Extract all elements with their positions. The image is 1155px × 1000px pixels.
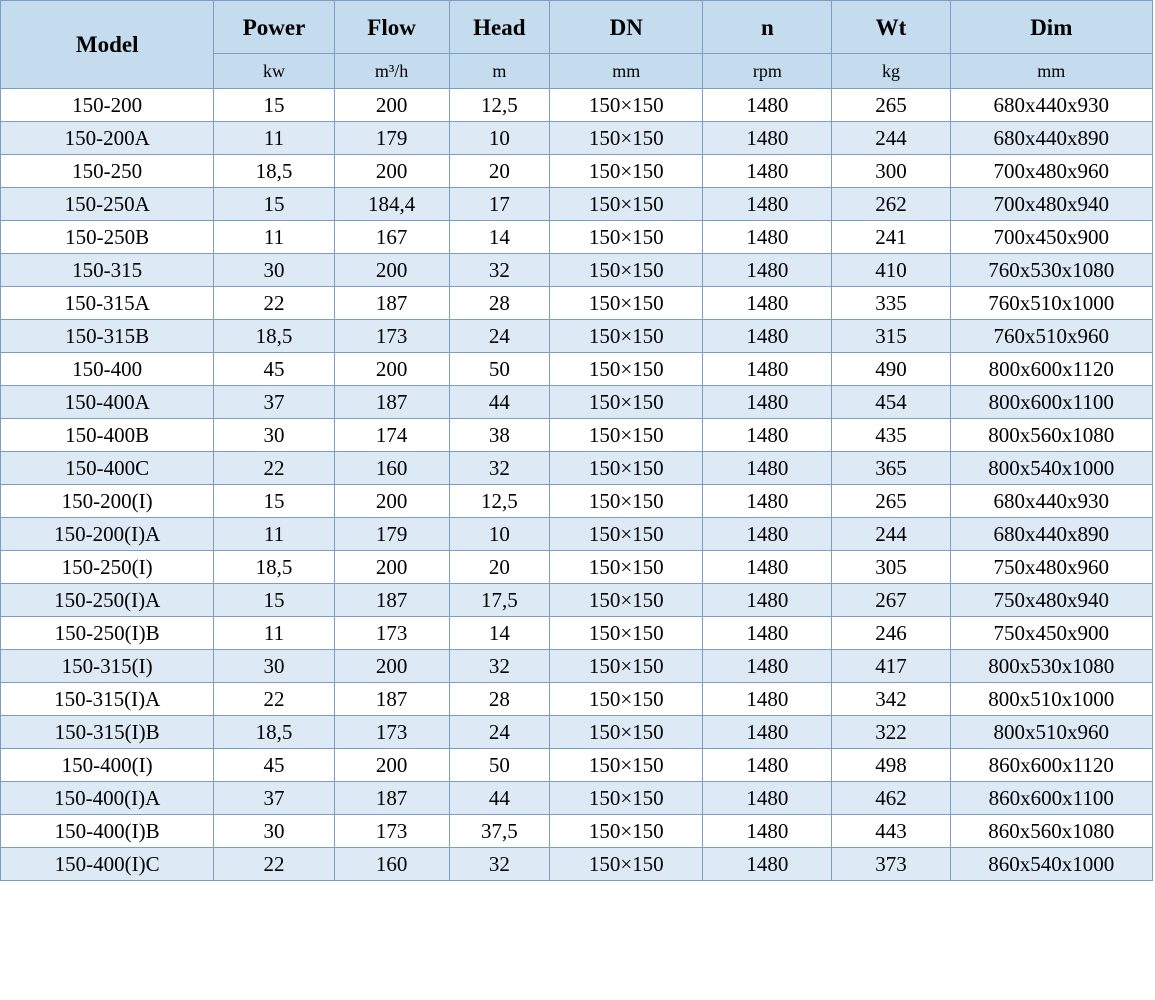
table-row	[1, 188, 1153, 221]
cell-dn: 150×150	[550, 188, 703, 221]
cell-head: 32	[449, 650, 550, 683]
cell-dn: 150×150	[550, 485, 703, 518]
cell-n: 1480	[703, 815, 832, 848]
cell-power: 22	[214, 287, 334, 320]
cell-model: 150-250(I)A	[1, 584, 214, 617]
table-row	[1, 452, 1153, 485]
cell-wt: 244	[832, 122, 950, 155]
cell-n: 1480	[703, 518, 832, 551]
cell-model: 150-315(I)	[1, 650, 214, 683]
cell-dn: 150×150	[550, 749, 703, 782]
cell-flow: 200	[334, 551, 449, 584]
cell-head: 44	[449, 782, 550, 815]
cell-wt: 335	[832, 287, 950, 320]
cell-power: 15	[214, 485, 334, 518]
cell-dn: 150×150	[550, 122, 703, 155]
column-header-wt: Wt	[832, 1, 950, 54]
cell-dim: 800x510x1000	[950, 683, 1152, 716]
column-unit-power: kw	[214, 54, 334, 89]
cell-model: 150-250	[1, 155, 214, 188]
cell-wt: 410	[832, 254, 950, 287]
cell-power: 18,5	[214, 551, 334, 584]
cell-dim: 700x480x960	[950, 155, 1152, 188]
cell-n: 1480	[703, 584, 832, 617]
column-header-head: Head	[449, 1, 550, 54]
cell-flow: 179	[334, 518, 449, 551]
cell-dn: 150×150	[550, 551, 703, 584]
table-row	[1, 485, 1153, 518]
table-row	[1, 89, 1153, 122]
cell-n: 1480	[703, 716, 832, 749]
cell-power: 15	[214, 584, 334, 617]
table-row	[1, 287, 1153, 320]
cell-dim: 750x480x960	[950, 551, 1152, 584]
cell-flow: 200	[334, 254, 449, 287]
cell-power: 30	[214, 419, 334, 452]
cell-flow: 160	[334, 452, 449, 485]
cell-model: 150-250A	[1, 188, 214, 221]
cell-head: 24	[449, 320, 550, 353]
cell-power: 11	[214, 518, 334, 551]
cell-flow: 187	[334, 683, 449, 716]
cell-dim: 800x540x1000	[950, 452, 1152, 485]
cell-wt: 435	[832, 419, 950, 452]
cell-dn: 150×150	[550, 254, 703, 287]
table-row	[1, 716, 1153, 749]
cell-model: 150-200(I)	[1, 485, 214, 518]
cell-power: 37	[214, 782, 334, 815]
cell-wt: 490	[832, 353, 950, 386]
cell-dim: 680x440x930	[950, 89, 1152, 122]
column-unit-n: rpm	[703, 54, 832, 89]
cell-power: 11	[214, 122, 334, 155]
cell-wt: 262	[832, 188, 950, 221]
cell-power: 45	[214, 353, 334, 386]
table-row	[1, 122, 1153, 155]
cell-wt: 305	[832, 551, 950, 584]
cell-dim: 760x530x1080	[950, 254, 1152, 287]
cell-head: 10	[449, 122, 550, 155]
cell-n: 1480	[703, 353, 832, 386]
table-row	[1, 155, 1153, 188]
cell-model: 150-400(I)C	[1, 848, 214, 881]
table-row	[1, 320, 1153, 353]
cell-dim: 700x480x940	[950, 188, 1152, 221]
cell-head: 28	[449, 287, 550, 320]
cell-head: 44	[449, 386, 550, 419]
cell-dn: 150×150	[550, 89, 703, 122]
cell-head: 32	[449, 254, 550, 287]
cell-power: 11	[214, 617, 334, 650]
cell-n: 1480	[703, 683, 832, 716]
cell-dn: 150×150	[550, 155, 703, 188]
table-row	[1, 683, 1153, 716]
cell-n: 1480	[703, 782, 832, 815]
cell-head: 38	[449, 419, 550, 452]
cell-dn: 150×150	[550, 716, 703, 749]
cell-n: 1480	[703, 287, 832, 320]
cell-dim: 800x560x1080	[950, 419, 1152, 452]
cell-power: 18,5	[214, 716, 334, 749]
cell-n: 1480	[703, 848, 832, 881]
table-row	[1, 617, 1153, 650]
cell-model: 150-400(I)B	[1, 815, 214, 848]
cell-dn: 150×150	[550, 419, 703, 452]
cell-wt: 462	[832, 782, 950, 815]
cell-dn: 150×150	[550, 848, 703, 881]
cell-dim: 760x510x960	[950, 320, 1152, 353]
cell-power: 22	[214, 683, 334, 716]
cell-flow: 174	[334, 419, 449, 452]
cell-dim: 860x540x1000	[950, 848, 1152, 881]
cell-head: 24	[449, 716, 550, 749]
cell-wt: 322	[832, 716, 950, 749]
cell-n: 1480	[703, 749, 832, 782]
cell-wt: 241	[832, 221, 950, 254]
cell-n: 1480	[703, 650, 832, 683]
table-row	[1, 782, 1153, 815]
cell-dim: 700x450x900	[950, 221, 1152, 254]
cell-flow: 160	[334, 848, 449, 881]
column-unit-wt: kg	[832, 54, 950, 89]
column-unit-dim: mm	[950, 54, 1152, 89]
cell-wt: 267	[832, 584, 950, 617]
cell-wt: 365	[832, 452, 950, 485]
cell-dim: 680x440x930	[950, 485, 1152, 518]
cell-wt: 265	[832, 89, 950, 122]
cell-n: 1480	[703, 89, 832, 122]
cell-flow: 200	[334, 155, 449, 188]
table-row	[1, 749, 1153, 782]
cell-model: 150-400A	[1, 386, 214, 419]
table-row	[1, 815, 1153, 848]
cell-dn: 150×150	[550, 683, 703, 716]
cell-wt: 498	[832, 749, 950, 782]
cell-dim: 750x450x900	[950, 617, 1152, 650]
cell-model: 150-400(I)A	[1, 782, 214, 815]
cell-power: 30	[214, 254, 334, 287]
cell-head: 17,5	[449, 584, 550, 617]
cell-n: 1480	[703, 155, 832, 188]
table-row	[1, 584, 1153, 617]
cell-flow: 200	[334, 749, 449, 782]
cell-model: 150-400B	[1, 419, 214, 452]
cell-dim: 750x480x940	[950, 584, 1152, 617]
cell-dn: 150×150	[550, 584, 703, 617]
cell-dn: 150×150	[550, 287, 703, 320]
cell-dn: 150×150	[550, 815, 703, 848]
cell-head: 20	[449, 551, 550, 584]
cell-head: 32	[449, 848, 550, 881]
cell-power: 18,5	[214, 155, 334, 188]
cell-power: 45	[214, 749, 334, 782]
cell-head: 50	[449, 353, 550, 386]
cell-model: 150-315A	[1, 287, 214, 320]
cell-n: 1480	[703, 320, 832, 353]
cell-model: 150-400C	[1, 452, 214, 485]
column-header-model: Model	[1, 1, 214, 89]
cell-flow: 167	[334, 221, 449, 254]
cell-model: 150-200A	[1, 122, 214, 155]
cell-model: 150-400	[1, 353, 214, 386]
cell-n: 1480	[703, 452, 832, 485]
cell-model: 150-250(I)B	[1, 617, 214, 650]
cell-head: 17	[449, 188, 550, 221]
cell-head: 32	[449, 452, 550, 485]
cell-power: 22	[214, 452, 334, 485]
cell-n: 1480	[703, 419, 832, 452]
table-body	[1, 89, 1153, 881]
column-unit-head: m	[449, 54, 550, 89]
cell-model: 150-250B	[1, 221, 214, 254]
table-row	[1, 518, 1153, 551]
column-header-flow: Flow	[334, 1, 449, 54]
cell-power: 30	[214, 815, 334, 848]
table-header-row-titles	[1, 1, 1153, 54]
cell-n: 1480	[703, 386, 832, 419]
table-row	[1, 419, 1153, 452]
cell-wt: 246	[832, 617, 950, 650]
cell-wt: 265	[832, 485, 950, 518]
column-header-power: Power	[214, 1, 334, 54]
cell-model: 150-250(I)	[1, 551, 214, 584]
cell-flow: 187	[334, 386, 449, 419]
cell-dim: 860x600x1100	[950, 782, 1152, 815]
cell-dim: 800x600x1120	[950, 353, 1152, 386]
cell-dn: 150×150	[550, 386, 703, 419]
cell-dn: 150×150	[550, 518, 703, 551]
table-row	[1, 551, 1153, 584]
column-unit-dn: mm	[550, 54, 703, 89]
cell-flow: 200	[334, 353, 449, 386]
cell-dn: 150×150	[550, 221, 703, 254]
cell-dim: 680x440x890	[950, 518, 1152, 551]
cell-flow: 173	[334, 617, 449, 650]
cell-flow: 179	[334, 122, 449, 155]
cell-wt: 315	[832, 320, 950, 353]
cell-flow: 187	[334, 287, 449, 320]
cell-model: 150-315B	[1, 320, 214, 353]
cell-head: 50	[449, 749, 550, 782]
cell-dim: 760x510x1000	[950, 287, 1152, 320]
column-header-dim: Dim	[950, 1, 1152, 54]
cell-model: 150-400(I)	[1, 749, 214, 782]
cell-dim: 800x530x1080	[950, 650, 1152, 683]
cell-power: 30	[214, 650, 334, 683]
cell-wt: 342	[832, 683, 950, 716]
cell-wt: 443	[832, 815, 950, 848]
cell-head: 28	[449, 683, 550, 716]
cell-wt: 373	[832, 848, 950, 881]
table-row	[1, 386, 1153, 419]
cell-flow: 200	[334, 89, 449, 122]
cell-n: 1480	[703, 188, 832, 221]
cell-dn: 150×150	[550, 452, 703, 485]
cell-dn: 150×150	[550, 353, 703, 386]
cell-n: 1480	[703, 485, 832, 518]
cell-power: 15	[214, 188, 334, 221]
cell-head: 12,5	[449, 89, 550, 122]
table-row	[1, 221, 1153, 254]
cell-wt: 244	[832, 518, 950, 551]
cell-wt: 417	[832, 650, 950, 683]
cell-flow: 187	[334, 584, 449, 617]
cell-dim: 860x600x1120	[950, 749, 1152, 782]
cell-model: 150-200	[1, 89, 214, 122]
cell-n: 1480	[703, 254, 832, 287]
cell-head: 20	[449, 155, 550, 188]
cell-flow: 173	[334, 815, 449, 848]
table-row	[1, 848, 1153, 881]
cell-n: 1480	[703, 122, 832, 155]
cell-flow: 200	[334, 485, 449, 518]
cell-head: 10	[449, 518, 550, 551]
cell-flow: 173	[334, 716, 449, 749]
cell-n: 1480	[703, 617, 832, 650]
cell-dim: 800x600x1100	[950, 386, 1152, 419]
cell-power: 18,5	[214, 320, 334, 353]
cell-flow: 184,4	[334, 188, 449, 221]
cell-dn: 150×150	[550, 650, 703, 683]
cell-power: 11	[214, 221, 334, 254]
cell-head: 14	[449, 221, 550, 254]
cell-head: 14	[449, 617, 550, 650]
cell-model: 150-315(I)A	[1, 683, 214, 716]
table-header	[1, 1, 1153, 89]
table-row	[1, 650, 1153, 683]
cell-model: 150-315	[1, 254, 214, 287]
cell-dim: 860x560x1080	[950, 815, 1152, 848]
cell-flow: 187	[334, 782, 449, 815]
cell-dn: 150×150	[550, 320, 703, 353]
table-row	[1, 254, 1153, 287]
cell-flow: 173	[334, 320, 449, 353]
cell-wt: 454	[832, 386, 950, 419]
cell-n: 1480	[703, 221, 832, 254]
cell-dim: 680x440x890	[950, 122, 1152, 155]
cell-power: 22	[214, 848, 334, 881]
cell-model: 150-200(I)A	[1, 518, 214, 551]
cell-dn: 150×150	[550, 782, 703, 815]
column-unit-flow: m³/h	[334, 54, 449, 89]
cell-power: 37	[214, 386, 334, 419]
column-header-dn: DN	[550, 1, 703, 54]
cell-dn: 150×150	[550, 617, 703, 650]
cell-model: 150-315(I)B	[1, 716, 214, 749]
cell-power: 15	[214, 89, 334, 122]
cell-head: 37,5	[449, 815, 550, 848]
cell-dim: 800x510x960	[950, 716, 1152, 749]
cell-n: 1480	[703, 551, 832, 584]
cell-head: 12,5	[449, 485, 550, 518]
cell-flow: 200	[334, 650, 449, 683]
table-row	[1, 353, 1153, 386]
cell-wt: 300	[832, 155, 950, 188]
column-header-n: n	[703, 1, 832, 54]
